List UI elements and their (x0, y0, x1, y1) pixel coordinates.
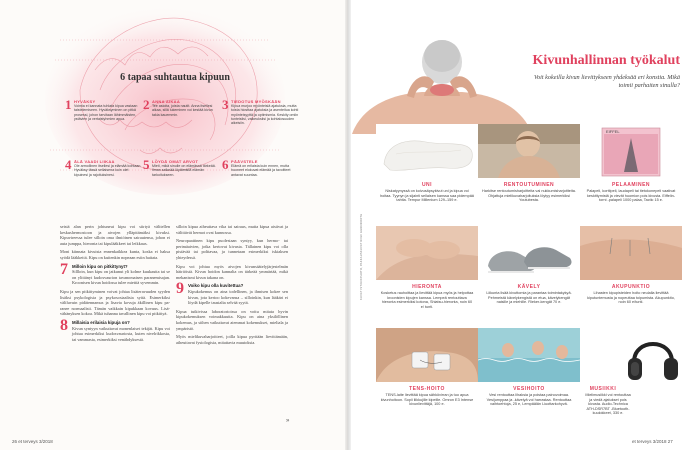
tip-number: 3 (222, 97, 229, 112)
tool-name: AKUPUNKTIO (611, 284, 651, 290)
tip-number: 1 (65, 97, 72, 112)
tip-text: Elämä on erilaista kuin ennen, mutta huoneet elokuvat elämää ja tavoitteet antavat suuntaa. (231, 164, 291, 177)
acupuncture-photo (580, 226, 682, 280)
puzzle-box-photo (580, 124, 682, 178)
article-column-1 (60, 224, 170, 416)
tip-number: 5 (143, 157, 150, 172)
question-answer: Kipukokemus on aina todellinen, ja ihmisen kokee sen kivun, jota kertoo kokevansa – silloinkin, kun lääkäri ei löydä kipelle taustalta selvää syytä. (188, 288, 288, 306)
photo-credit: KUVAT ISTOCKPHOTO, PAKKAUSKUVAT ROLF EHRNROOTH (360, 213, 363, 300)
tool-description: Harkitse rentoutumisharjoitteita vai nukkumisharjoitteita. Ohjattuja mielikuvaharjoituksia löytyy esimerkiksi Youtubesta. (482, 189, 576, 203)
tool-name: KÄVELY (517, 284, 541, 290)
tool-name: HIERONTA (412, 284, 442, 290)
continue-arrow: » (286, 418, 290, 424)
page-subtitle: Voit kokeilla kivun lievittykseen yhdeksää eri konstia. Mikä toimii parhaiten sinulla? (533, 74, 680, 89)
article-column-2 (176, 224, 288, 416)
tool-description: Mielimusiikki voi rentouttaa ja viedä ajatukset pois kivusta. Audio-Technica ATH-DSR7BT -Bluetooth-kuulokkeet, 330 e. (585, 393, 631, 416)
paragraph: Kipu ja sen pitkittyminen voivat johtaa lisäteravuuden syyden lisäksi psykologisia ja psykososiaalisia syitä. Esimerkiksi väliluvuin pidätennamus ja lisavia kovuja äkillinen kipu pa- ranee normaalisti. Tämän vaikkain kipukkaan kovuus. Lisä-vähänyksen kokoa. Mikä tuhanna tavallinen kipu voi pitkittyä. (60, 288, 170, 317)
paragraph: Moni kiinnata kivuista ennenkaikkea kunta, koska ei haksa syödä lääkkeitä. Kipu on kuitenkin nopeaan esiin haitata. (60, 249, 170, 260)
tool-name: TENS-HOITO (409, 386, 445, 392)
tool-description: TENS-laite lievittää kipua sähkövirran ja tuo apua kivunhoitoon. Sopii liikkujille kipeille. Omron E3 Intense kivunlievittäjä, 100 e. (380, 393, 474, 407)
tool-description: Lihasten kipupisteiden hoito neulalla lievittää kiputuntemusta ja nopeuttaa toipumista. Akupunktio, noin 60 e/tunti. (587, 291, 675, 305)
question-8 (60, 316, 170, 342)
page-title: Kivunhallinnan työkalut (532, 53, 680, 68)
tip-number: 2 (143, 97, 150, 112)
svg-text:EIFFEL: EIFFEL (606, 129, 620, 134)
question-number: 7 (60, 260, 68, 278)
question-title: Millaisia erilaisia kipuja on? (72, 319, 130, 325)
tool-name: RENTOUTUMINEN (503, 182, 555, 188)
question-9 (176, 280, 288, 306)
tip-heading: ÄLÄ VAADI LIIKAA (74, 159, 115, 164)
tens-device-photo (376, 328, 478, 382)
paragraph: seistä alan perin johtuneut kipu voi siirtyä välitellen keskushermostoon ja aivojen ylläpitämäksi kivuksi. Kipuvireessa tulee silloin oma ilmiöinen sairautensa, johon ei auta jumppa, hieronta tai kipulääkkeet tai leikkaus. (60, 224, 170, 246)
tool-description: Palapeli, korttipeli, laudapeli tai tietokonepeli vaativat keskittymistä ja vievät huomion pois kivusta. Eiffelin-torni -palapeli 1000 palaa, Tactic 15 e. (586, 189, 676, 203)
water-exercise-photo (478, 328, 580, 382)
page-folio-right: et terveys 3/2018 27 (632, 439, 673, 444)
question-answer: Kivun syntyyn vaikuttavat monenlaiset tekijät. Kipu voi johtua esimerkiksi kudosvauriosta, kuten nivelrikkosta, tai vammasta, esimerkiksi venähdyksestä. (72, 325, 170, 342)
tip-heading: TIEDOTUS MYÖSKÄÄN (231, 99, 281, 104)
pillow-photo (376, 124, 478, 178)
massage-photo (376, 226, 478, 280)
page-gutter (345, 0, 351, 450)
tool-description: Liikunta lisää kivuttomia ja parantaa toimintakykyä. Pehmeistä kävelykengistä on etua, kävelykengät naisille ja miehille. Rieker-kengät 70 e. (486, 291, 572, 305)
tool-name: UNI (421, 182, 433, 188)
infographic-title: 6 tapaa suhtautua kipuun (120, 72, 230, 83)
paragraph: Neuropaattinen kipu puolestaan syntyy, kun hermo- tai perimäaivien, jotka kertovat kivusta. Tällainen kipu voi olla pistävää tai polttavaa, ja tunnetaan esimerkiksi iskiaksen yhteydessä. (176, 238, 288, 260)
tip-text: Kipua murjoo myönteisiä ajatuksia, mutta toista hiosttaa ajatuksia ja asenteitua kohti myönteisyyttä ja optimismia. Keskity omiin tunteisiisi, vaikeuksiisi ja kohtalosuuden aikeisiin. (231, 104, 299, 126)
tool-description: Kosketus rauhoittaa ja lievittää kipua myös ja helpottaa kroonisten kipujen kanssa. Lempeä rentouttava hieronta esimerkiksi kotona, Shiatsu-hieronta, noin 60 e/ tunti. (380, 291, 474, 309)
tip-text: Tee asioita, joista nautit. Anna itsellesi aikaa, sillä lukeminen voi kestää kivun takia kauemmin. (152, 104, 213, 117)
paragraph: Kipua tutkivissa laboratorioissa on voitu mitata hyvin kipukokemuksen voimakkuutta. Kipu on aina yksilöllinen kokemus, ja siihen vaikuttavat aiemmat kokemukset, mieliala ja ympäristö. (176, 308, 288, 331)
tip-heading: ANNA AIKAA (152, 99, 181, 104)
tip-text: Ole armollinen itsellesi ja elämää kohtaan. Hyväksy tässä sellaisena kuin olet kipuinesi ja rajoituksinesi. (74, 164, 142, 177)
tool-name: PELAAMINEN (611, 182, 651, 188)
paragraph: silloin kipua aiheuttava vika tai sairaus, mutta kipua aistivat ja välittävät hermot ovat kunnossa. (176, 224, 288, 235)
question-title: Voiko kipu olla kuvitettua? (188, 283, 244, 289)
page-folio-left: 26 et terveys 3/2018 (12, 439, 53, 444)
headphones-photo (624, 328, 682, 390)
hero-photo-neck-pain (352, 36, 532, 134)
paragraph: Kipu voi johtua myös aivojen kivunsäätelyjärjestelmän häiriöistä. Kivun hoidon kannalta on tärkeää ymmärtää, mikä mekanismi kivun takana on. (176, 263, 288, 280)
tip-heading: LÖYDÄ OMAT ARVOT (152, 159, 199, 164)
tip-number: 4 (65, 157, 72, 172)
tip-text: Mieti, mikä sinulle on elämässä tärkeää. Ilman selkeää löytämistä elämän tarkoitukseen. (152, 164, 216, 177)
paragraph: Myös mielikuvaharjoitteet, joilla kipua pyritään lievittämään, aiheuttavat fysiologisia, mitattavia muutoksia. (176, 334, 288, 345)
tool-name: MUSIIKKI (589, 386, 617, 392)
question-number: 8 (60, 316, 68, 334)
question-7 (60, 260, 170, 286)
tip-number: 6 (222, 157, 229, 172)
relaxation-photo (478, 124, 580, 178)
question-number: 9 (176, 280, 184, 298)
title-block (524, 54, 680, 90)
tool-description: Vesi rentouttaa lihaksia ja poistaa painovoimaa. Vesijumppaa ja -kävelyä voi harrastaa. Rentouttaa vaihtoehtoja, 25 e, Lempäälän Liuottarkohyvä. (486, 393, 572, 407)
shoes-photo (478, 226, 580, 280)
tip-text: Voimia ei kannata tuhlata kipua vastaan taistelemiseen. Hyväksyminen on pitkä prosessi, johon tarvitaan lähimmäisten, ystävien ja vertaistyhmien apua. (74, 104, 138, 121)
tip-heading: PÄÄVSTELE (231, 159, 258, 164)
tool-name: VESIHOITO (513, 386, 545, 392)
tip-heading: HYVÄKSY (74, 99, 96, 104)
tool-description: Niskatyynyssä on koivusäpsykivut uni ja kipua voi hoitaa. Tyynyn ja sijainti sellaisen kanssa saa pidempää tahtia. Tempur Millenium 129–159 e. (380, 189, 474, 203)
question-answer: Sillloin, kun kipu on jatkunut yli kolme kuukautta tai se on ylittänyt kudosvaurion tavanomaisen paranemisajan. Kroonisen kivun hoidossa tulee miettiä syvemmin. (72, 269, 170, 286)
question-title: Milloin kipu on pitkittynyt? (72, 263, 128, 269)
